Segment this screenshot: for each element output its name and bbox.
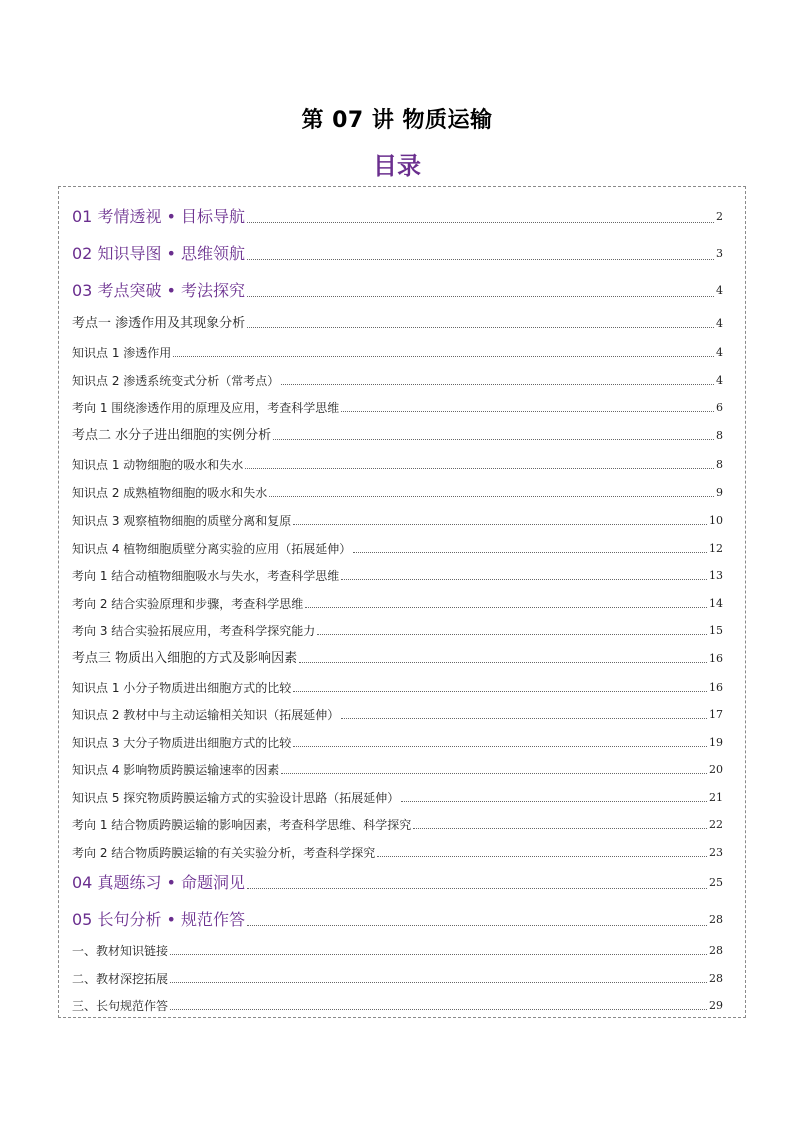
dot-leader — [245, 467, 714, 469]
toc-entry-page: 13 — [709, 569, 723, 582]
toc-entry[interactable] — [72, 485, 723, 501]
toc-entry-label: 考点一 渗透作用及其现象分析 — [72, 316, 246, 331]
dot-leader — [401, 800, 707, 802]
toc-entry-label: 知识点 1 渗透作用 — [72, 346, 172, 360]
toc-entry-label: 考点二 水分子进出细胞的实例分析 — [72, 428, 272, 443]
toc-entry-label: 知识点 1 动物细胞的吸水和失水 — [72, 458, 244, 472]
toc-entry[interactable] — [72, 596, 723, 612]
dot-leader — [281, 772, 707, 774]
dot-leader — [170, 1008, 707, 1010]
dot-leader — [273, 438, 714, 440]
dot-leader — [413, 827, 707, 829]
toc-entry[interactable] — [72, 568, 723, 584]
toc-entry[interactable] — [72, 910, 723, 930]
toc-entry-label: 知识点 3 大分子物质进出细胞方式的比较 — [72, 736, 292, 750]
toc-entry-label: 02 知识导图 • 思维领航 — [72, 244, 246, 263]
toc-entry-page: 23 — [709, 846, 723, 859]
toc-entry-page: 8 — [716, 458, 723, 471]
dot-leader — [305, 606, 707, 608]
toc-entry-page: 15 — [709, 624, 723, 637]
toc-entry[interactable] — [72, 651, 723, 667]
toc-entry-label: 知识点 3 观察植物细胞的质壁分离和复原 — [72, 514, 292, 528]
dot-leader — [317, 633, 707, 635]
toc-entry-label: 知识点 1 小分子物质进出细胞方式的比较 — [72, 681, 292, 695]
toc-entry-page: 16 — [709, 681, 723, 694]
toc-entry-label: 05 长句分析 • 规范作答 — [72, 910, 246, 929]
toc-entry-label: 三、长句规范作答 — [72, 999, 169, 1013]
dot-leader — [247, 887, 707, 889]
dot-leader — [170, 981, 707, 983]
toc-entry[interactable] — [72, 971, 723, 987]
dot-leader — [247, 326, 714, 328]
toc-entry-label: 知识点 4 植物细胞质壁分离实验的应用（拓展延伸） — [72, 542, 352, 556]
toc-entry-label: 01 考情透视 • 目标导航 — [72, 207, 246, 226]
toc-entry[interactable] — [72, 943, 723, 959]
dot-leader — [170, 953, 707, 955]
toc-entry-page: 22 — [709, 818, 723, 831]
dot-leader — [341, 717, 707, 719]
toc-entry-page: 28 — [709, 944, 723, 957]
dot-leader — [341, 578, 707, 580]
toc-entry-label: 知识点 4 影响物质跨膜运输速率的因素 — [72, 763, 280, 777]
dot-leader — [247, 295, 714, 297]
toc-entry-label: 考向 1 围绕渗透作用的原理及应用，考查科学思维 — [72, 401, 340, 415]
toc-entry-page: 16 — [709, 652, 723, 665]
toc-entry-page: 28 — [709, 972, 723, 985]
toc-entry-page: 3 — [716, 247, 723, 260]
toc-entry-page: 8 — [716, 429, 723, 442]
toc-entry-page: 4 — [716, 346, 723, 359]
toc-entry-label: 03 考点突破 • 考法探究 — [72, 281, 246, 300]
toc-entry-page: 4 — [716, 317, 723, 330]
toc-entry-page: 17 — [709, 708, 723, 721]
toc-entry[interactable] — [72, 735, 723, 751]
toc-entry-page: 2 — [716, 210, 723, 223]
toc-entry[interactable] — [72, 207, 723, 227]
toc-entry-page: 12 — [709, 542, 723, 555]
dot-leader — [173, 355, 714, 357]
toc-entry[interactable] — [72, 316, 723, 332]
toc-entry[interactable] — [72, 762, 723, 778]
toc-entry[interactable] — [72, 345, 723, 361]
toc-entry[interactable] — [72, 873, 723, 893]
toc-entry-page: 4 — [716, 284, 723, 297]
toc-entry-page: 19 — [709, 736, 723, 749]
toc-entry[interactable] — [72, 998, 723, 1014]
toc-entry-label: 考向 2 结合物质跨膜运输的有关实验分析，考查科学探究 — [72, 846, 376, 860]
toc-entry-page: 29 — [709, 999, 723, 1012]
dot-leader — [293, 745, 707, 747]
toc-entry[interactable] — [72, 845, 723, 861]
dot-leader — [247, 221, 714, 223]
page-title: 第 07 讲 物质运输 — [301, 108, 493, 133]
dot-leader — [247, 258, 714, 260]
dot-leader — [247, 924, 707, 926]
toc-entry[interactable] — [72, 623, 723, 639]
dot-leader — [293, 523, 707, 525]
dot-leader — [269, 495, 714, 497]
toc-entry[interactable] — [72, 428, 723, 444]
toc-entry[interactable] — [72, 373, 723, 389]
toc-entry-page: 6 — [716, 401, 723, 414]
toc-entry[interactable] — [72, 281, 723, 301]
toc-entry-page: 20 — [709, 763, 723, 776]
toc-entry-label: 二、教材深挖拓展 — [72, 972, 169, 986]
toc-entry[interactable] — [72, 457, 723, 473]
dot-leader — [281, 383, 714, 385]
toc-entry[interactable] — [72, 541, 723, 557]
dot-leader — [293, 690, 707, 692]
toc-entry-label: 知识点 2 教材中与主动运输相关知识（拓展延伸） — [72, 708, 340, 722]
toc-entry-page: 28 — [709, 913, 723, 926]
toc-entry-label: 考向 1 结合物质跨膜运输的影响因素，考查科学思维、科学探究 — [72, 818, 412, 832]
toc-entry-page: 9 — [716, 486, 723, 499]
toc-entry[interactable] — [72, 244, 723, 264]
toc-entry[interactable] — [72, 400, 723, 416]
toc-entry[interactable] — [72, 707, 723, 723]
toc-entry-label: 考点三 物质出入细胞的方式及影响因素 — [72, 651, 298, 666]
toc-entry-label: 知识点 2 渗透系统变式分析（常考点） — [72, 374, 280, 388]
toc-entry-label: 04 真题练习 • 命题洞见 — [72, 873, 246, 892]
toc-entry-page: 10 — [709, 514, 723, 527]
toc-entry[interactable] — [72, 513, 723, 529]
toc-entry-label: 考向 1 结合动植物细胞吸水与失水，考查科学思维 — [72, 569, 340, 583]
toc-entry-page: 21 — [709, 791, 723, 804]
toc-entry-label: 考向 2 结合实验原理和步骤，考查科学思维 — [72, 597, 304, 611]
toc-entry[interactable] — [72, 817, 723, 833]
toc-entry[interactable] — [72, 680, 723, 696]
toc-entry-label: 知识点 5 探究物质跨膜运输方式的实验设计思路（拓展延伸） — [72, 791, 400, 805]
dot-leader — [299, 661, 707, 663]
toc-entry-page: 25 — [709, 876, 723, 889]
toc-entry-label: 一、教材知识链接 — [72, 944, 169, 958]
toc-entry-page: 4 — [716, 374, 723, 387]
dot-leader — [377, 855, 707, 857]
dot-leader — [341, 410, 714, 412]
toc-entry-page: 14 — [709, 597, 723, 610]
dot-leader — [353, 551, 707, 553]
toc-heading: 目录 — [373, 152, 421, 180]
toc-entry-label: 知识点 2 成熟植物细胞的吸水和失水 — [72, 486, 268, 500]
toc-entry[interactable] — [72, 790, 723, 806]
toc-entry-label: 考向 3 结合实验拓展应用，考查科学探究能力 — [72, 624, 316, 638]
